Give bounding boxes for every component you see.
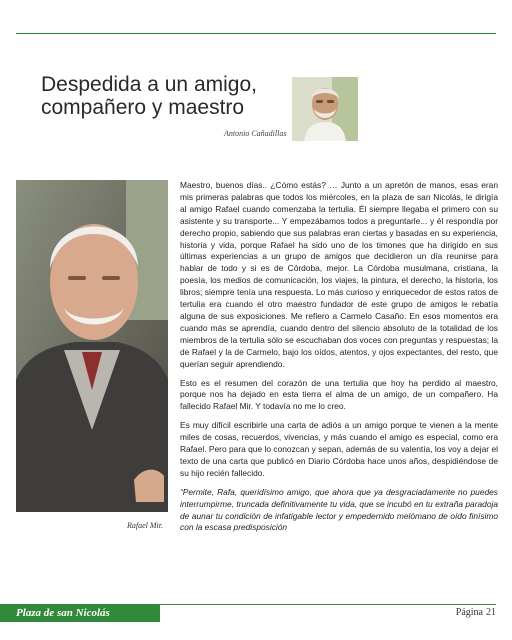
portrait-icon bbox=[16, 180, 168, 512]
photo-caption: Rafael Mir. bbox=[127, 521, 163, 530]
article-paragraph-2: Esto es el resumen del corazón de una tertulia que hoy ha perdido al maestro, porque nos ha dejado en esta tierra el alma de un amigo, de un compañero. Ha fallecido Rafael Mir. Y todavía no me lo creo. bbox=[180, 377, 498, 412]
top-divider bbox=[16, 33, 496, 34]
title-line-1: Despedida a un amigo, bbox=[41, 73, 257, 96]
article-paragraph-1: Maestro, buenos días.. ¿Cómo estás? … Junto a un apretón de manos, esas eran mis primeras palabras que todos los miércoles, en la plaza de san Nicolás, le dirigía al amigo Rafael cuando comenzaba la tertulia. Él siempre llegaba el primero con su asistente y su transporte... Y empezábamos todos a preguntarle... y él respondía por derecho propio, sabiendo que sus palabras eran ciertas y basadas en su experiencia, historia y vida, porque Rafael ha sido uno de los timones que ha dirigido en sus últimas experiencias a un grupo de amigos que decidieron un día reunirse para hablar de todo y si es de Córdoba, mejor. La Córdoba musulmana, cristiana, la poesía, los medios de comunicación, los viajes, la pintura, el derecho, la historia, los libros; siempre tenía una respuesta. Lo más curioso y enriquecedor de estos ratos de tertulia era cuando el otro maestro fundador de este grupo de amigos le rebatía alguna de sus exposiciones. Me refiero a Carmelo Casaño. En esos momentos era cuando más se aprendía, cuando dentro del silencio absoluto de la totalidad de los miembros de la tertulia sólo se escuchaban dos voces con preguntas y respuestas; la de Rafael y la de Carmelo, bajo los oídos, atentos, y ojos expectantes, del resto, que querían seguir aprendiendo. bbox=[180, 180, 498, 369]
author-name: Antonio Cañadillas bbox=[224, 129, 287, 138]
rafael-mir-photo bbox=[16, 180, 168, 512]
article-paragraph-3: Es muy difícil escribirle una carta de adiós a un amigo porque te vienen a la mente miles de cosas, recuerdos, vivencias, y más cuando el amigo es especial, como era Rafael. Pero para que lo conozcan y sepan, además de su valentía, los voy a dejar el texto de una carta que publicó en Diario Córdoba hace unos años, despidiéndose de su hijo recién fallecido. bbox=[180, 420, 498, 478]
author-photo bbox=[292, 77, 358, 141]
article-quote: “Permite, Rafa, queridísimo amigo, que ahora que ya desgraciadamente no puedes interrumpirme, truncada definitivamente tu vida, que se incubó en tu extraña paradoja de aunar tu condición de infatigable lector y empedernido melómano de oído finísimo con la escasa predisposición bbox=[180, 486, 498, 533]
article-title bbox=[41, 73, 281, 119]
section-tab bbox=[0, 604, 160, 622]
page-number bbox=[456, 607, 496, 618]
title-line-2: compañero y maestro bbox=[41, 96, 245, 119]
page-label: Página bbox=[455, 607, 483, 618]
author-portrait-icon bbox=[292, 77, 358, 141]
section-name: Plaza de san Nicolás bbox=[16, 607, 110, 619]
article-body bbox=[180, 180, 498, 534]
page-number-value: 21 bbox=[486, 607, 496, 618]
